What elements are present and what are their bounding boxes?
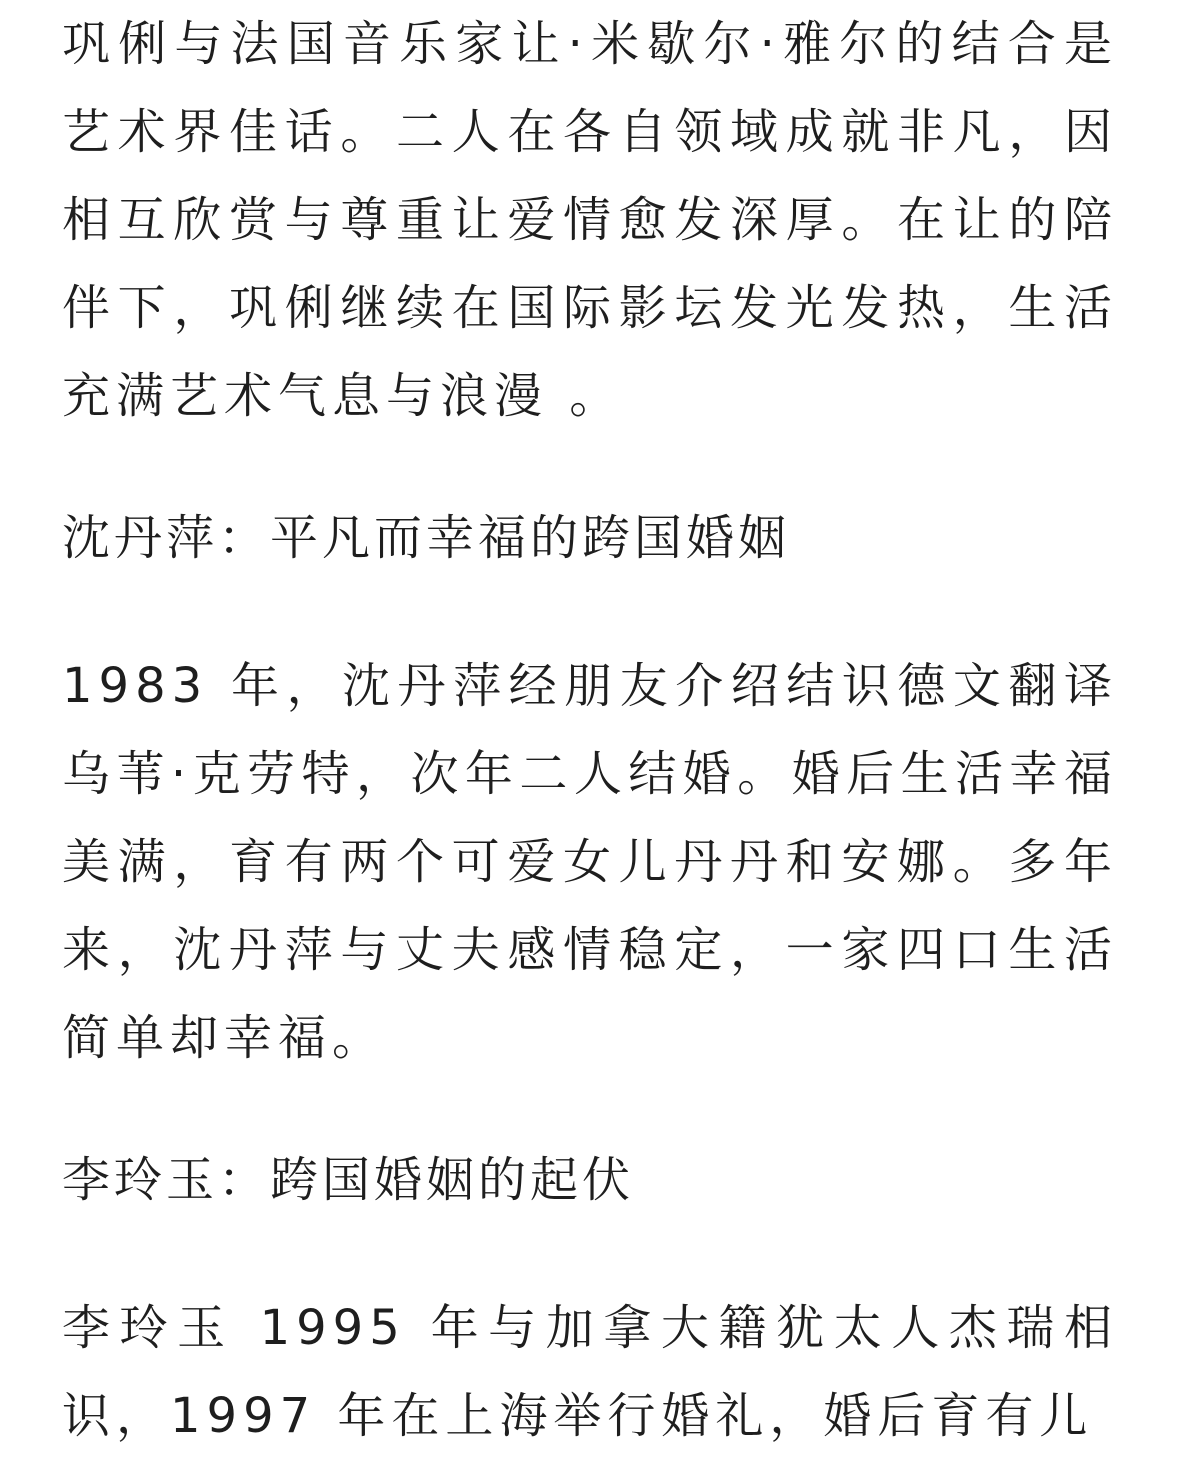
paragraph-li-lingyu: 李玲玉 1995 年与加拿大籍犹太人杰瑞相识，1997 年在上海举行婚礼，婚后育有儿 bbox=[62, 1300, 1118, 1444]
section-heading-li-lingyu: 李玲玉：跨国婚姻的起伏 bbox=[62, 1152, 635, 1208]
section-heading-shen-danping: 沈丹萍：平凡而幸福的跨国婚姻 bbox=[62, 510, 791, 566]
paragraph-shen-danping: 1983 年，沈丹萍经朋友介绍结识德文翻译乌苇·克劳特，次年二人结婚。婚后生活幸福美满，育有两个可爱女儿丹丹和安娜。多年来，沈丹萍与丈夫感情稳定，一家四口生活简单却幸福。 bbox=[62, 658, 1118, 1066]
paragraph-gong-li: 巩俐与法国音乐家让·米歇尔·雅尔的结合是艺术界佳话。二人在各自领域成就非凡，因相互欣赏与尊重让爱情愈发深厚。在让的陪伴下，巩俐继续在国际影坛发光发热，生活充满艺术气息与浪漫 。 bbox=[62, 16, 1118, 424]
